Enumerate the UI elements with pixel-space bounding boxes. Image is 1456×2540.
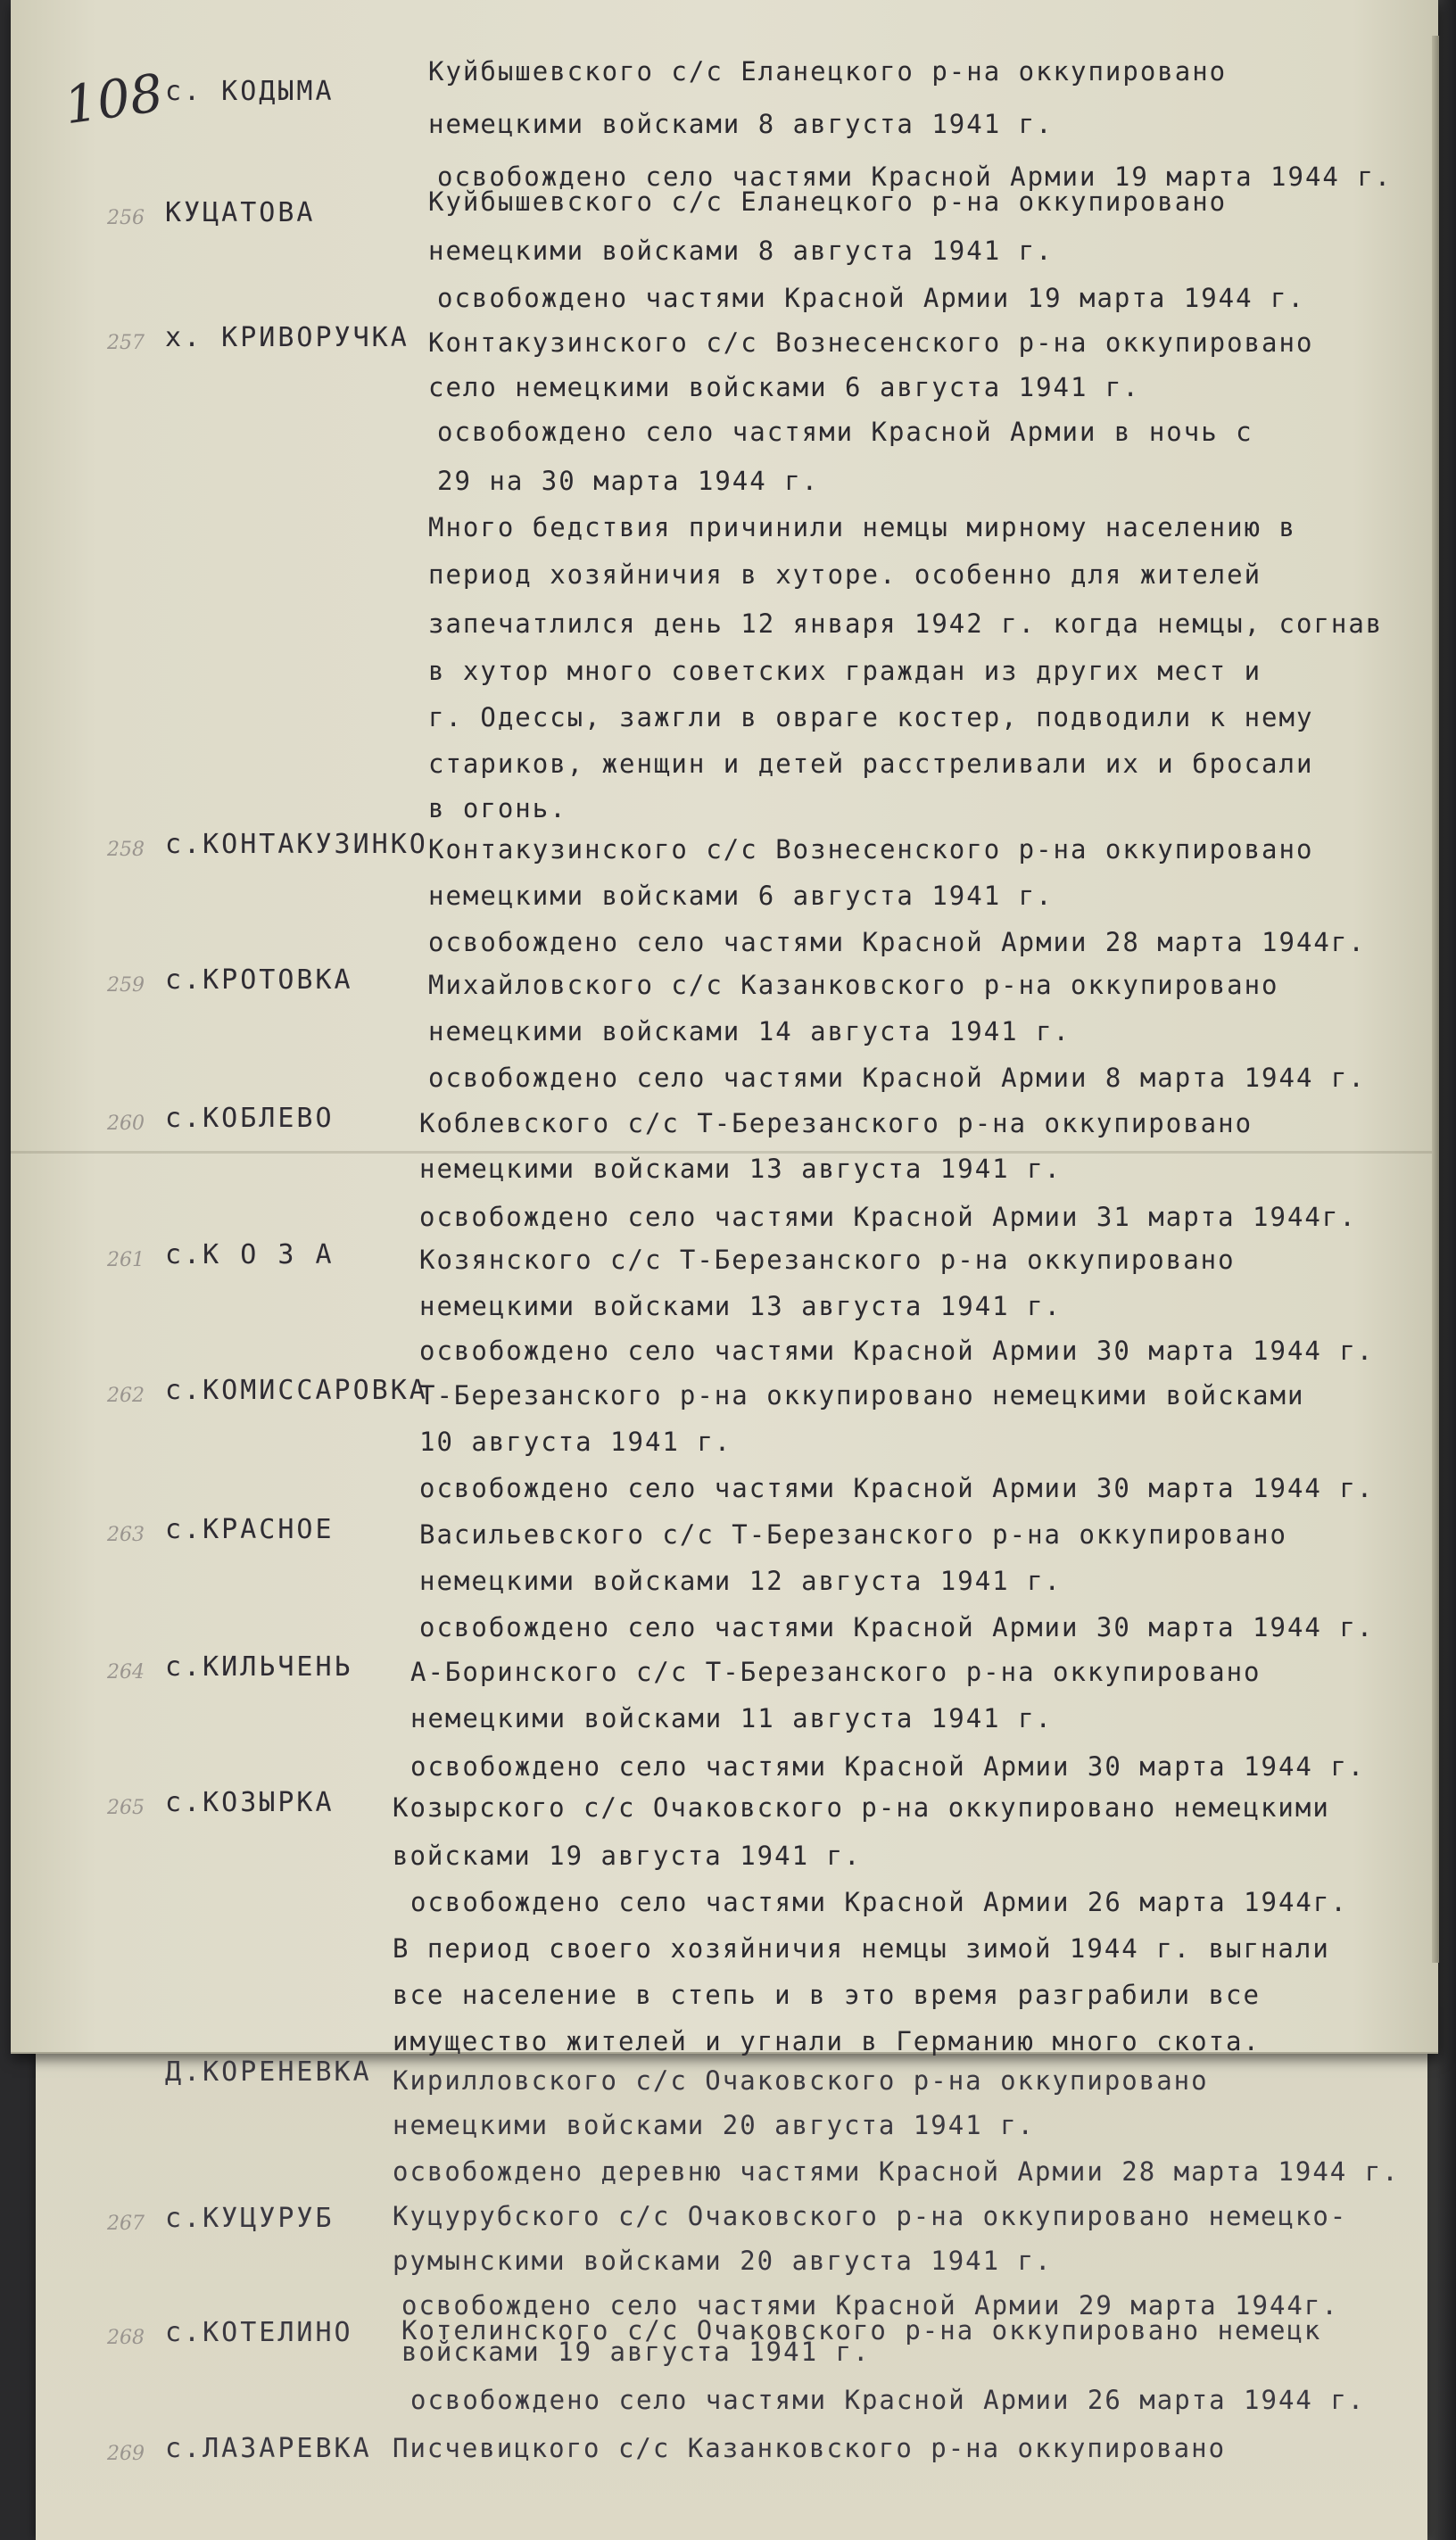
- entry-text-line: Васильевского с/с Т-Березанского р-на оккупировано: [419, 1519, 1287, 1550]
- entry-text-line: освобождено село частями Красной Армии 8 марта 1944 г.: [428, 1063, 1366, 1093]
- entry-text-line: войсками 19 августа 1941 г.: [401, 2337, 871, 2367]
- entry-text-line: Котелинского с/с Очаковского р-на оккупировано немецк: [401, 2315, 1322, 2346]
- entry-text-line: немецкими войсками 14 августа 1941 г.: [428, 1016, 1071, 1047]
- village-name: с.К О З А: [165, 1239, 335, 1270]
- entry-text-line: г. Одессы, зажгли в овраге костер, подводили к нему: [428, 702, 1314, 732]
- entry-text-line: Контакузинского с/с Вознесенского р-на оккупировано: [428, 327, 1314, 358]
- entry-text-line: освобождено село частями Красной Армии 30 марта 1944 г.: [419, 1473, 1375, 1503]
- entry-pencil-number: 258: [107, 839, 145, 861]
- village-name: с.КИЛЬЧЕНЬ: [165, 1651, 353, 1683]
- entry-text-line: румынскими войсками 20 августа 1941 г.: [393, 2246, 1053, 2276]
- entry-text-line: освобождено село частями Красной Армии в ночь с: [437, 417, 1253, 447]
- village-name: с.ЛАЗАРЕВКА: [165, 2433, 372, 2464]
- village-name: с.КОМИССАРОВКА: [165, 1375, 428, 1406]
- entry-text-line: запечатлился день 12 января 1942 г. когда немцы, согнав: [428, 608, 1384, 639]
- entry-text-line: Т-Березанского р-на оккупировано немецкими войсками: [419, 1380, 1305, 1411]
- entry-text-line: освобождено село частями Красной Армии 19 марта 1944 г.: [437, 161, 1393, 192]
- entry-text-line: период хозяйничия в хуторе. особенно для жителей: [428, 559, 1262, 590]
- entry-text-line: немецкими войсками 8 августа 1941 г.: [428, 236, 1054, 266]
- entry-text-line: немецкими войсками 13 августа 1941 г.: [419, 1154, 1063, 1184]
- entry-text-line: Козырского с/с Очаковского р-на оккупировано немецкими: [393, 1792, 1330, 1823]
- entry-text-line: Козянского с/с Т-Березанского р-на оккупировано: [419, 1245, 1236, 1275]
- entry-text-line: стариков, женщин и детей расстреливали их и бросали: [428, 749, 1314, 779]
- village-name: с. КОДЫМА: [165, 76, 335, 107]
- entry-text-line: войсками 19 августа 1941 г.: [393, 1841, 862, 1871]
- entry-text-line: немецкими войсками 8 августа 1941 г.: [428, 109, 1054, 139]
- entry-text-line: освобождено село частями Красной Армии 30 марта 1944 г.: [419, 1336, 1375, 1366]
- entry-text-line: 10 августа 1941 г.: [419, 1427, 732, 1457]
- village-name: Д.КОРЕНЕВКА: [165, 2056, 372, 2088]
- entry-text-line: освобождено частями Красной Армии 19 марта 1944 г.: [437, 283, 1305, 313]
- entry-text-line: А-Боринского с/с Т-Березанского р-на оккупировано: [410, 1657, 1262, 1687]
- folio-number: 108: [60, 62, 167, 137]
- entry-text-line: немецкими войсками 20 августа 1941 г.: [393, 2110, 1036, 2140]
- entry-text-line: имущество жителей и угнали в Германию много скота.: [393, 2026, 1261, 2056]
- entry-text-line: Контакузинского с/с Вознесенского р-на оккупировано: [428, 834, 1314, 865]
- entry-text-line: Кирилловского с/с Очаковского р-на оккупировано: [393, 2065, 1209, 2096]
- entry-text-line: освобождено село частями Красной Армии 26 марта 1944 г.: [410, 2385, 1366, 2415]
- entry-text-line: освобождено село частями Красной Армии 30 марта 1944 г.: [410, 1751, 1366, 1782]
- village-name: с.КОНТАКУЗИНКО: [165, 829, 428, 860]
- entry-pencil-number: 261: [107, 1249, 145, 1271]
- village-name: с.КОТЕЛИНО: [165, 2317, 353, 2348]
- entry-text-line: Куйбышевского с/с Еланецкого р-на оккупировано: [428, 186, 1228, 217]
- entry-text-line: Писчевицкого с/с Казанковского р-на оккупировано: [393, 2433, 1227, 2463]
- village-name: с.КРОТОВКА: [165, 964, 353, 996]
- entry-text-line: в огонь.: [428, 793, 567, 823]
- entry-pencil-number: 268: [107, 2327, 145, 2349]
- village-name: с.КУЦУРУБ: [165, 2203, 335, 2234]
- village-name: с.КОЗЫРКА: [165, 1787, 335, 1818]
- entry-text-line: село немецкими войсками 6 августа 1941 г.: [428, 372, 1140, 402]
- entry-pencil-number: 264: [107, 1661, 145, 1684]
- entry-pencil-number: 256: [107, 207, 145, 229]
- village-name: с.КОБЛЕВО: [165, 1103, 335, 1134]
- entry-text-line: освобождено село частями Красной Армии 28 марта 1944г.: [428, 927, 1366, 957]
- entry-text-line: Михайловского с/с Казанковского р-на оккупировано: [428, 970, 1279, 1000]
- entry-text-line: Много бедствия причинили немцы мирному населению в: [428, 512, 1296, 542]
- village-name: х. КРИВОРУЧКА: [165, 322, 410, 353]
- entry-pencil-number: 269: [107, 2443, 145, 2465]
- entry-pencil-number: 263: [107, 1524, 145, 1546]
- entry-text-line: Коблевского с/с Т-Березанского р-на оккупировано: [419, 1108, 1253, 1138]
- entry-text-line: освобождено село частями Красной Армии 29 марта 1944г.: [401, 2290, 1339, 2321]
- entry-text-line: освобождено село частями Красной Армии 26 марта 1944г.: [410, 1887, 1348, 1917]
- entry-text-line: Куцурубского с/с Очаковского р-на оккупировано немецко-: [393, 2201, 1348, 2231]
- entry-text-line: Куйбышевского с/с Еланецкого р-на оккупировано: [428, 56, 1228, 87]
- entry-text-line: немецкими войсками 6 августа 1941 г.: [428, 881, 1054, 911]
- entry-text-line: немецкими войсками 12 августа 1941 г.: [419, 1566, 1063, 1596]
- entry-text-line: В период своего хозяйничия немцы зимой 1944 г. выгнали: [393, 1933, 1330, 1964]
- entry-pencil-number: 267: [107, 2213, 145, 2235]
- entry-text-line: освобождено село частями Красной Армии 30 марта 1944 г.: [419, 1612, 1375, 1642]
- entry-pencil-number: 265: [107, 1797, 145, 1819]
- entry-text-line: 29 на 30 марта 1944 г.: [437, 466, 820, 496]
- village-name: КУЦАТОВА: [165, 197, 316, 228]
- village-name: с.КРАСНОЕ: [165, 1514, 335, 1545]
- entry-text-line: освобождено деревню частями Красной Армии 28 марта 1944 г.: [393, 2156, 1400, 2187]
- entry-pencil-number: 260: [107, 1113, 145, 1135]
- entry-pencil-number: 257: [107, 332, 145, 354]
- entry-text-line: немецкими войсками 13 августа 1941 г.: [419, 1291, 1063, 1321]
- entry-pencil-number: 259: [107, 974, 145, 997]
- entry-text-line: в хутор много советских граждан из других мест и: [428, 656, 1262, 686]
- entry-text-line: немецкими войсками 11 августа 1941 г.: [410, 1703, 1054, 1733]
- entry-text-line: все население в степь и в это время разграбили все: [393, 1980, 1261, 2010]
- entry-text-line: освобождено село частями Красной Армии 31 марта 1944г.: [419, 1202, 1357, 1232]
- entry-pencil-number: 262: [107, 1385, 145, 1407]
